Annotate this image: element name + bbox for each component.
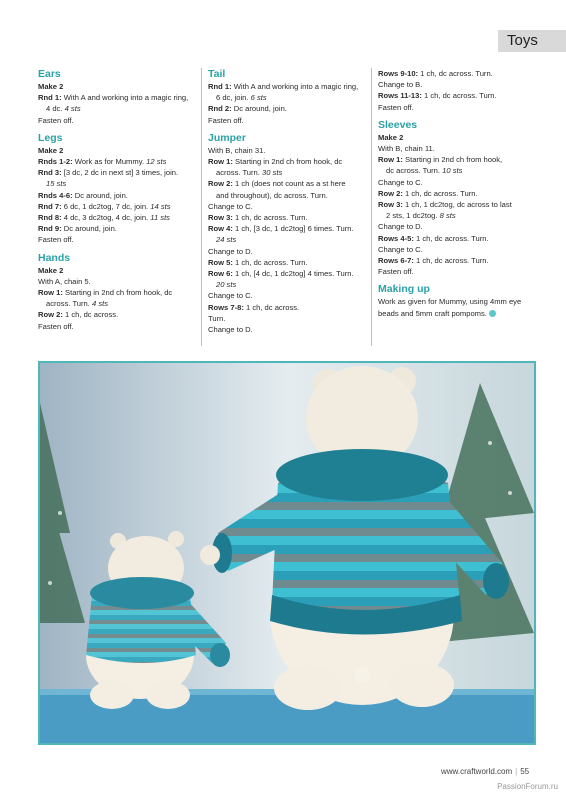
pattern-line: Change to B. <box>378 80 423 90</box>
pattern-line: Row 3: 1 ch, dc across. Turn. <box>208 213 308 223</box>
pattern-line: Change to C. <box>378 244 423 254</box>
pattern-line: Rnd 9: Dc around, join. <box>38 224 117 234</box>
pattern-line: Fasten off. <box>208 115 244 125</box>
row-label: Row 1: <box>208 157 233 167</box>
pattern-column-2 <box>208 68 368 335</box>
row-label: Rows 9-10: <box>378 69 419 78</box>
pattern-line: 4 dc. 4 sts <box>46 104 81 114</box>
stitch-count: 4 sts <box>64 104 81 114</box>
pattern-line <box>208 279 368 290</box>
make-count: Make 2 <box>378 132 404 142</box>
pattern-line: Change to D. <box>208 325 253 335</box>
pattern-line: Rnds 1-2: Work as for Mummy. 12 sts <box>38 157 167 167</box>
pattern-column-1 <box>38 68 194 332</box>
pattern-line: With B, chain 11. <box>378 144 435 154</box>
row-label: Row 2: <box>378 188 403 198</box>
make-count: Make 2 <box>38 82 64 91</box>
row-label: Rnd 3: <box>38 168 62 178</box>
pattern-line: 6 dc, join. 6 sts <box>216 93 267 103</box>
column-divider <box>201 68 202 346</box>
pattern-line: Fasten off. <box>378 102 414 112</box>
pattern-line: Rnd 1: With A and working into a magic ring, <box>38 93 189 103</box>
pattern-line: Rows 11-13: 1 ch, dc across. Turn. <box>378 91 497 101</box>
pattern-line: Work as given for Mummy, using 4mm eye <box>378 297 522 307</box>
row-label: Rnd 1: <box>208 82 232 91</box>
pattern-line: Fasten off. <box>38 115 74 125</box>
stitch-count: 8 sts <box>439 211 456 221</box>
pattern-line: Rows 7-8: 1 ch, dc across. <box>208 302 300 312</box>
end-mark-icon <box>489 310 496 317</box>
pattern-line: Row 2: 1 ch, dc across. Turn. <box>378 188 478 198</box>
section-heading: Hands <box>38 251 71 264</box>
stitch-count: 30 sts <box>262 168 283 178</box>
pattern-line: and throughout), dc across. Turn. <box>216 190 328 200</box>
pattern-line: Change to C. <box>378 177 423 187</box>
page-number: 55 <box>520 767 530 776</box>
row-label: Row 3: <box>378 200 403 210</box>
stitch-count: 14 sts <box>150 201 171 211</box>
row-label: Rnd 8: <box>38 213 62 223</box>
pattern-line: With A, chain 5. <box>38 276 91 286</box>
column-divider <box>371 68 372 346</box>
row-label: Rnd 2: <box>208 104 232 114</box>
pattern-line: Change to D. <box>378 222 423 232</box>
row-label: Row 6: <box>208 269 233 279</box>
pattern-line: Rnds 4-6: Dc around, join. <box>38 190 128 200</box>
row-label: Row 5: <box>208 257 233 267</box>
row-label: Rows 11-13: <box>378 91 422 101</box>
pattern-line: Rnd 7: 6 dc, 1 dc2tog, 7 dc, join. 14 sts <box>38 201 171 211</box>
row-label: Rnds 4-6: <box>38 190 73 200</box>
footer-url[interactable]: www.craftworld.com <box>441 767 513 776</box>
row-label: Rows 7-8: <box>208 302 244 312</box>
pattern-line: beads and 5mm craft pompoms. <box>378 308 536 319</box>
crochet-bears-illustration <box>40 363 534 743</box>
pattern-line <box>38 178 194 189</box>
pattern-line: dc across. Turn. 10 sts <box>386 166 463 176</box>
pattern-line: Rnd 2: Dc around, join. <box>208 104 287 114</box>
row-label: Row 2: <box>38 310 63 320</box>
section-tab: Toys <box>498 30 566 52</box>
pattern-line: across. Turn. 4 sts <box>46 299 109 309</box>
pattern-line: across. Turn. 30 sts <box>216 168 283 178</box>
make-count: Make 2 <box>38 265 64 275</box>
pattern-line: Row 1: Starting in 2nd ch from hook, <box>378 155 503 165</box>
pattern-line: Change to C. <box>208 291 253 301</box>
pattern-line: Rows 6-7: 1 ch, dc across. Turn. <box>378 256 489 266</box>
row-label: Rows 6-7: <box>378 256 414 266</box>
pattern-line: Fasten off. <box>38 235 74 245</box>
stitch-count: 20 sts <box>216 280 237 290</box>
stitch-count: 4 sts <box>92 299 109 309</box>
section-heading: Making up <box>378 283 430 296</box>
pattern-line: Row 2: 1 ch, dc across. <box>38 310 119 320</box>
row-label: Row 1: <box>378 155 403 165</box>
row-label: Rows 4-5: <box>378 233 414 243</box>
polar-bears-photo <box>38 361 536 745</box>
pattern-line: Row 6: 1 ch, [4 dc, 1 dc2tog] 4 times. Turn. <box>208 269 354 279</box>
pattern-line: Row 4: 1 ch, [3 dc, 1 dc2tog] 6 times. Turn. <box>208 224 354 234</box>
row-label: Row 3: <box>208 213 233 223</box>
pattern-line: Row 3: 1 ch, 1 dc2tog, dc across to last <box>378 200 512 210</box>
pattern-line: Change to D. <box>208 246 253 256</box>
stitch-count: 6 sts <box>250 93 267 103</box>
section-heading: Jumper <box>208 131 246 144</box>
section-heading: Ears <box>38 68 61 80</box>
pattern-line: Rnd 1: With A and working into a magic ring, <box>208 82 359 91</box>
pattern-line: Rows 4-5: 1 ch, dc across. Turn. <box>378 233 489 243</box>
pattern-column-3 <box>378 68 536 319</box>
section-heading: Legs <box>38 131 63 144</box>
section-heading: Sleeves <box>378 118 418 131</box>
pattern-line: Row 1: Starting in 2nd ch from hook, dc <box>38 288 173 298</box>
pattern-line: Fasten off. <box>378 267 414 277</box>
pattern-line: Rnd 8: 4 dc, 3 dc2tog, 4 dc, join. 11 sts <box>38 213 170 223</box>
stitch-count: 15 sts <box>46 179 67 189</box>
pattern-line: Row 5: 1 ch, dc across. Turn. <box>208 257 308 267</box>
stitch-count: 10 sts <box>442 166 463 176</box>
pattern-line: Turn. <box>208 313 226 323</box>
row-label: Rnd 7: <box>38 201 62 211</box>
row-label: Rnd 1: <box>38 93 62 103</box>
pattern-line: With B, chain 31. <box>208 145 266 155</box>
footer-separator: | <box>515 767 518 776</box>
row-label: Row 1: <box>38 288 63 298</box>
stitch-count: 24 sts <box>216 235 237 245</box>
pattern-line: Change to C. <box>208 201 253 211</box>
stitch-count: 12 sts <box>146 157 167 167</box>
pattern-line: Rows 9-10: 1 ch, dc across. Turn. <box>378 69 493 78</box>
footer <box>441 767 529 776</box>
stitch-count: 11 sts <box>150 213 170 223</box>
row-label: Rnds 1-2: <box>38 157 73 167</box>
row-label: Row 2: <box>208 179 233 189</box>
pattern-line: Row 2: 1 ch (does not count as a st here <box>208 179 346 189</box>
row-label: Row 4: <box>208 224 233 234</box>
pattern-line <box>208 234 368 245</box>
make-count: Make 2 <box>38 145 64 155</box>
row-label: Rnd 9: <box>38 224 62 234</box>
pattern-line: 2 sts, 1 dc2tog. 8 sts <box>386 211 456 221</box>
pattern-line: Rnd 3: [3 dc, 2 dc in next st] 3 times, join. <box>38 168 179 178</box>
watermark: PassionForum.ru <box>497 782 558 791</box>
pattern-line: Fasten off. <box>38 321 74 331</box>
section-heading: Tail <box>208 68 226 80</box>
pattern-line: Row 1: Starting in 2nd ch from hook, dc <box>208 157 343 167</box>
